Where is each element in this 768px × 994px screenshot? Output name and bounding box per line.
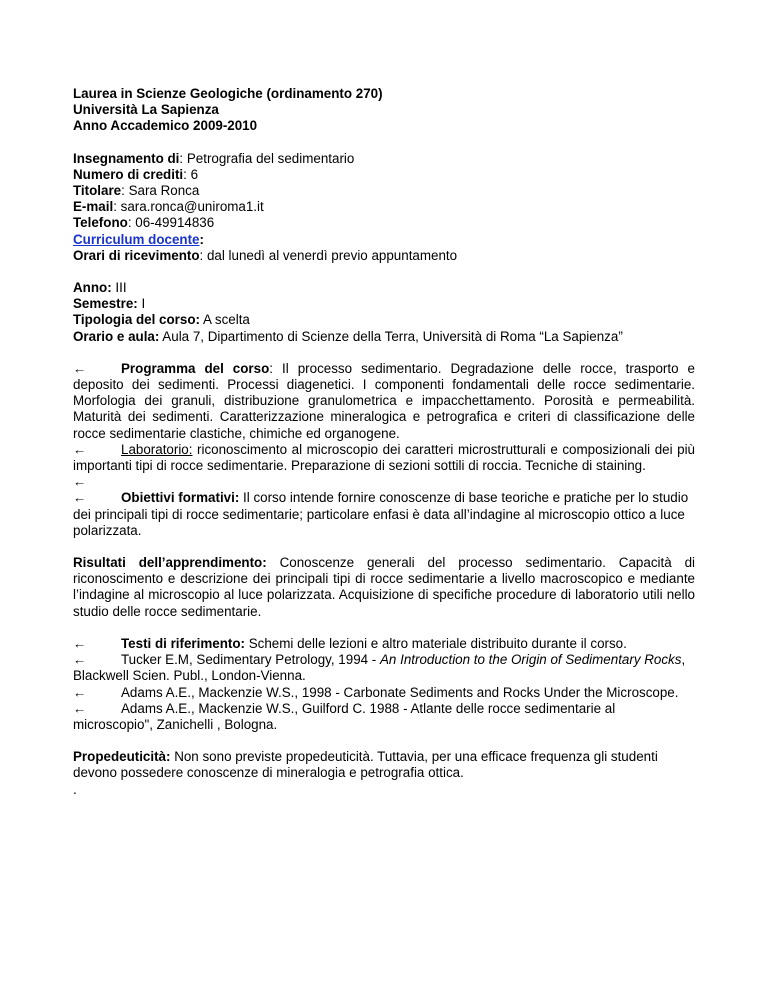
academic-year: Anno Accademico 2009-2010: [73, 118, 258, 134]
arrow-left-icon: ←: [73, 441, 87, 457]
risultati-paragraph: Risultati dell’apprendimento: Conoscenze generali del processo sedimentario. Capacità di riconoscimento e descrizione dei principali tipi di rocce sedimentarie a livello macroscopico e mediante l’indagine al microscopio al luce polarizzata. Acquisizione di specifiche procedure di laboratorio utili nello studio delle rocce sedimentarie.: [73, 555, 695, 619]
header-block: [73, 86, 695, 135]
curriculum-link[interactable]: Curriculum docente: [73, 231, 200, 247]
arrow-left-icon: ←: [73, 474, 87, 490]
arrow-left-icon: ←: [73, 635, 87, 651]
arrow-left-icon: ←: [73, 700, 87, 716]
arrow-left-icon: ←: [73, 684, 87, 700]
university-name: Università La Sapienza: [73, 102, 219, 118]
obiettivi-paragraph: ← Obiettivi formativi: Il corso intende fornire conoscenze di base teoriche e pratiche per lo studio dei principali tipi di rocce sedimentarie; particolare enfasi è data all’indagine al microscopio ottico a luce polarizzata.: [73, 490, 689, 538]
info-insegnamento: Insegnamento di: Petrografia del sedimentario: [73, 150, 355, 166]
testi-paragraph: ← Testi di riferimento: Schemi delle lezioni e altro materiale distribuito durante il corso.: [73, 635, 627, 651]
reference-tucker: ← Tucker E.M, Sedimentary Petrology, 1994 - An Introduction to the Origin of Sedimentary Rocks, Blackwell Scien. Publ., London-Vienna.: [73, 652, 686, 684]
programma-paragraph: ← Programma del corso: Il processo sedimentario. Degradazione delle rocce, trasporto e deposito dei sedimenti. Processi diagenetici. I componenti fondamentali delle rocce sedimentarie. Morfologia dei granuli, distribuzione granulometrica e impacchettamento. Porosità e permeabilità. Maturità dei sedimenti. Caratterizzazione mineralogica e petrografica e criteri di classificazione delle rocce sedimentarie clastiche, chimiche ed organogene.: [73, 360, 695, 441]
info-orari: Orari di ricevimento: dal lunedì al venerdì previo appuntamento: [73, 247, 458, 263]
info-telefono: Telefono: 06-49914836: [73, 215, 215, 231]
info-email: E-mail: sara.ronca@uniroma1.it: [73, 199, 264, 215]
document-page: [73, 86, 695, 798]
degree-title: Laurea in Scienze Geologiche (ordinamento 270): [73, 86, 383, 101]
propedeuticita-paragraph: Propedeuticità: Non sono previste propedeuticità. Tuttavia, per una efficace frequenza gli studenti devono possedere conoscenze di mineralogia e petrografia ottica.: [73, 749, 658, 781]
course-tipologia: Tipologia del corso: A scelta: [73, 312, 250, 328]
info-curriculum: Curriculum docente:: [73, 231, 204, 247]
trailing-dot: .: [73, 781, 77, 797]
course-semestre: Semestre: I: [73, 296, 146, 312]
info-crediti: Numero di crediti: 6: [73, 166, 199, 182]
arrow-left-icon: ←: [73, 490, 87, 506]
empty-bullet: [73, 474, 695, 490]
reference-adams-1988: ← Adams A.E., Mackenzie W.S., Guilford C. 1988 - Atlante delle rocce sedimentarie al microscopio", Zanichelli , Bologna.: [73, 700, 616, 732]
reference-adams-1998: ← Adams A.E., Mackenzie W.S., 1998 - Carbonate Sediments and Rocks Under the Microscope.: [73, 684, 679, 700]
course-orario: Orario e aula: Aula 7, Dipartimento di Scienze della Terra, Università di Roma “La Sapienza”: [73, 328, 623, 344]
arrow-left-icon: ←: [73, 652, 87, 668]
info-titolare: Titolare: Sara Ronca: [73, 183, 200, 199]
laboratorio-paragraph: ← Laboratorio: riconoscimento al microscopio dei caratteri microstrutturali e composizionali dei più importanti tipi di rocce sedimentarie. Preparazione di sezioni sottili di roccia. Tecniche di staining.: [73, 441, 695, 474]
arrow-left-icon: ←: [73, 360, 87, 376]
course-anno: Anno: III: [73, 280, 127, 296]
course-block: [73, 280, 695, 345]
info-block: [73, 151, 695, 264]
